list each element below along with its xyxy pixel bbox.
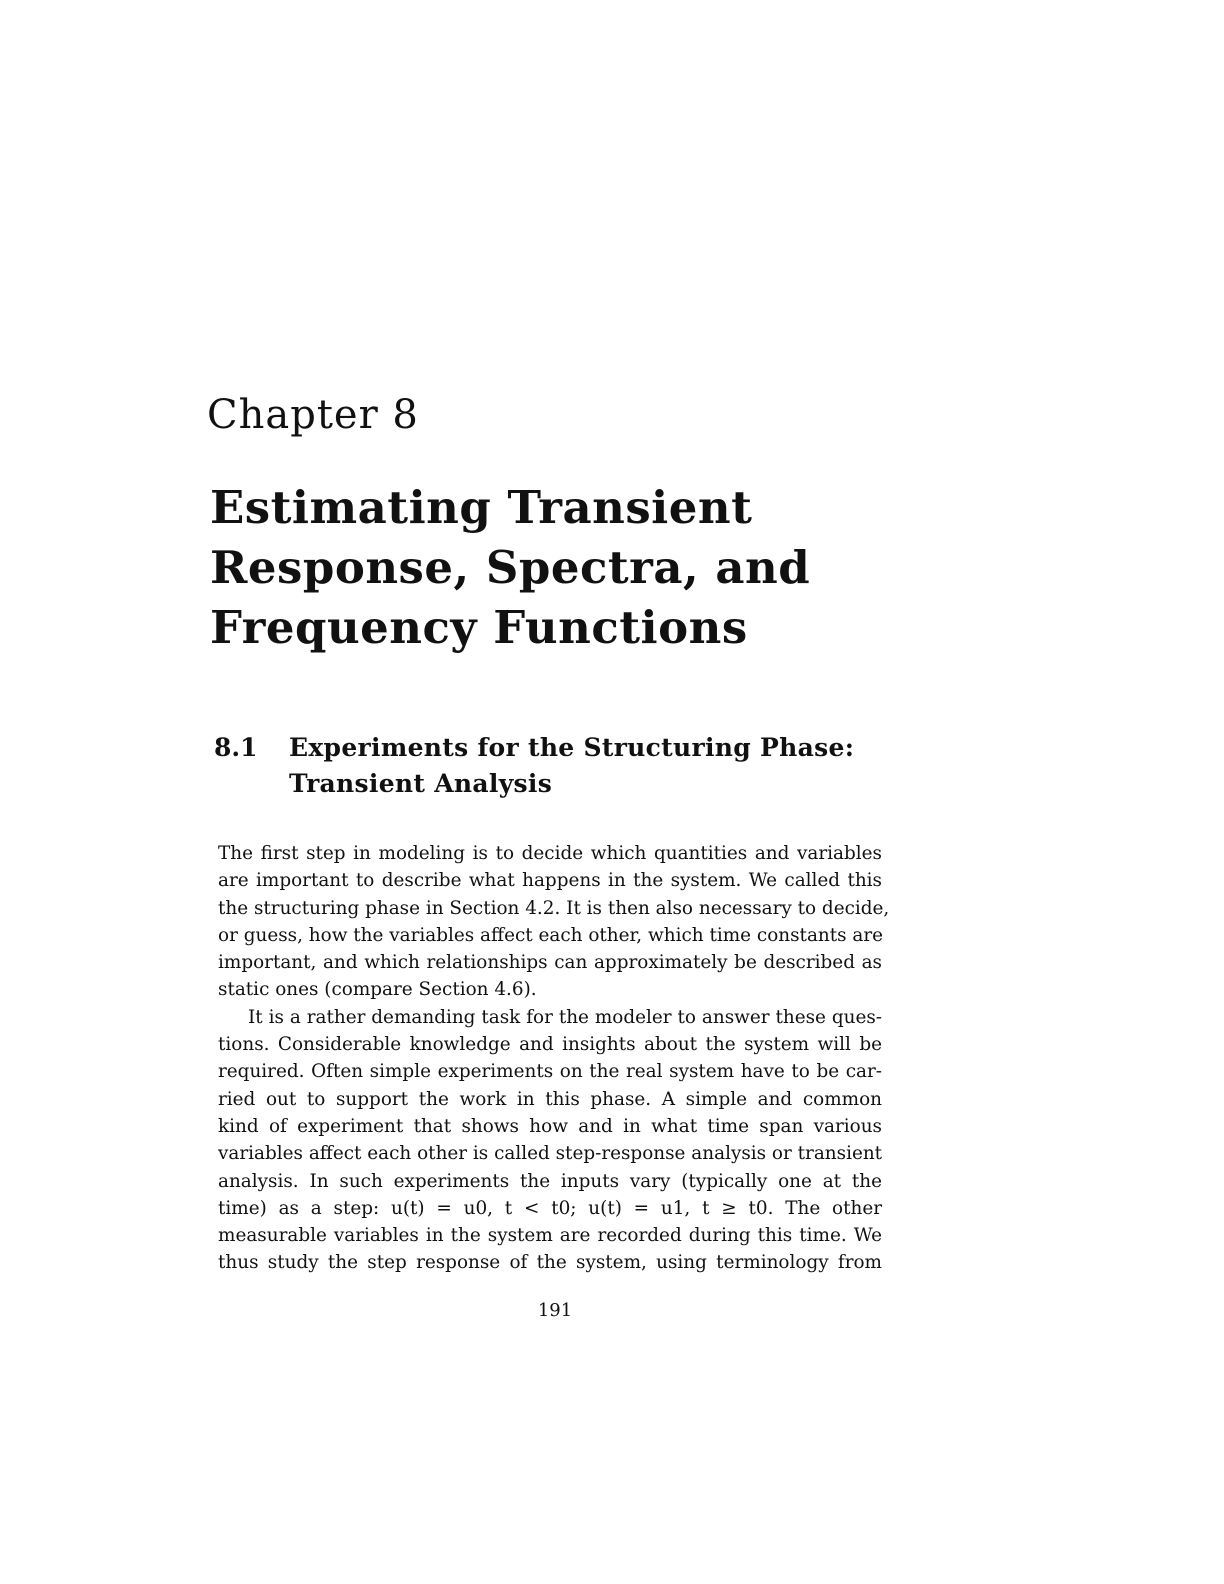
text-line: thus study the step response of the system, using terminology from (218, 1252, 882, 1274)
paragraph-2 (218, 1004, 882, 1277)
text-line: ried out to support the work in this phase. A simple and common (218, 1088, 882, 1110)
chapter-label: Chapter 8 (207, 392, 419, 438)
text-line: important, and which relationships can approximately be described as (218, 952, 882, 974)
section-title-line: Experiments for the Structuring Phase: (289, 733, 855, 762)
text-line: time) as a step: u(t) = u0, t < t0; u(t) = u1, t ≥ t0. The other (218, 1197, 882, 1219)
text-line: static ones (compare Section 4.6). (218, 979, 537, 1001)
chapter-title-line: Frequency Functions (210, 601, 748, 654)
text-line: analysis. In such experiments the inputs vary (typically one at the (218, 1170, 882, 1192)
text-line: tions. Considerable knowledge and insights about the system will be (218, 1034, 882, 1056)
chapter-title (210, 478, 930, 658)
chapter-title-line: Estimating Transient (210, 481, 753, 534)
text-line: It is a rather demanding task for the modeler to answer these ques- (248, 1006, 882, 1028)
section-number: 8.1 (214, 733, 258, 762)
chapter-title-line: Response, Spectra, and (210, 541, 811, 594)
section-title-line: Transient Analysis (289, 769, 553, 798)
text-line: required. Often simple experiments on the real system have to be car- (218, 1061, 882, 1083)
text-line: or guess, how the variables affect each other, which time constants are (218, 924, 884, 946)
paragraph-1 (218, 840, 890, 1004)
text-line: kind of experiment that shows how and in what time span various (218, 1115, 882, 1137)
text-line: The first step in modeling is to decide which quantities and variables (218, 843, 882, 864)
section-title (289, 730, 889, 802)
text-line: variables affect each other is called step-response analysis or transient (218, 1143, 883, 1165)
text-line: are important to describe what happens in the system. We called this (218, 870, 882, 892)
body-text (218, 840, 890, 1277)
text-line: measurable variables in the system are recorded during this time. We (218, 1225, 882, 1247)
text-line: the structuring phase in Section 4.2. It is then also necessary to decide, (218, 897, 890, 919)
page-number: 191 (537, 1300, 573, 1321)
